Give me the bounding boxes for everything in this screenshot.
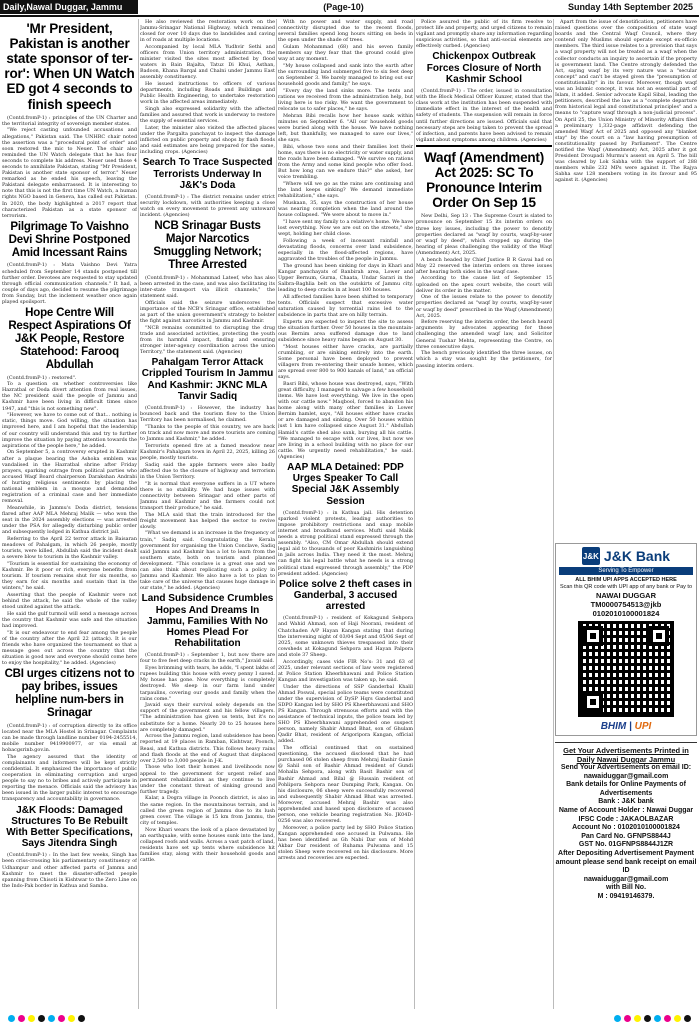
- advertisement-line: with Bill No.: [605, 884, 647, 892]
- article-body: [416, 213, 552, 368]
- paragraph: He issued instructions to officers of various departments, including Roads and Buildings and Public Health Engineering, to undertake restoration work in the affected areas immediately.: [140, 81, 275, 106]
- article-body: [278, 615, 413, 861]
- advertisement-line: Pan Card No. GFNPS8844J: [581, 832, 671, 840]
- paragraph: (Contd.fromP-1) : However, the industry has bounced back and the tourism flow to the Union Territory has been normalised, he claimed.: [140, 405, 275, 424]
- bhim-upi-logo: BHIM | UPI: [600, 721, 652, 732]
- paragraph: "It is our endeavour to end fear among the people of the country after the April 22 (attack). It is our friends who have organized the tournament so that a message goes out across the country that the situation is good now and everyone should come here to enjoy the hospitality," he added. (Agencies): [2, 629, 137, 667]
- registration-dots-right: [614, 1015, 691, 1022]
- column-divider: [138, 19, 139, 1009]
- paragraph: Mehran Bibi recalls how her house sank within minutes on September 6. "All our household goods were buried along with the house. We have nothing left, but thankfully, we managed to save our lives," she says.: [278, 112, 413, 144]
- paragraph: Referring to the April 22 terror attack in Baisaran meadows of Pahalgam, in which 26 people, mostly tourists, were killed, Abdullah said the incident dealt a severe blow to tourism in the Kashmir valley.: [2, 535, 137, 561]
- advertisement-line: Send Your Advertisements on email ID:: [560, 764, 692, 771]
- paragraph: "I have sent my family to a relative's home. We have lost everything. Now we are out on the streets," she wept, holding her child close.: [278, 218, 413, 237]
- paragraph: (Contd.fromP-1) : in Kathua jail. His detention sparked violent protests, leading authorities to impose prohibitory restrictions and snap mobile internet and broadband services. Mufti said Malik needs a strong political stand expressed through the assembly. "Also, CM Omar Abdullah should extend legal aid to thousands of poor Kashmiris languishing in jails across India. They need it the most. Mehraj can fight his legal battle what he needs is a strong political stand expressed through assembly," the PDP president added. (Agencies): [278, 509, 413, 577]
- registration-dot: [28, 1015, 35, 1022]
- paragraph: Terrorists opened fire at a famed meadow near Kashmir's Pahalgam town in April 22, 2025, killing 26 people, mostly tourists.: [140, 442, 275, 461]
- article-body: [140, 652, 275, 863]
- paragraph: Eyes brimming with tears, he adds, "I spent lakhs of rupees building this house with every penny I saved. My house has gone. Now everything is completely destroyed. We sleep in our farm land under tarpaulins, covering our goods and family when the rains come.": [140, 665, 275, 702]
- paragraph: "Most houses either have cracks, are partially crumbling, or are sinking entirely into the earth. Some personal have been deployed to prevent villagers from re-entering their unsafe homes, which are spread over 800 to 900 kanals of land," an official says.: [278, 343, 413, 381]
- headline-jk-floods: J&K Floods: Damaged Structures To Be Rebuilt With Better Specifications, Says Jitendra Singh: [6, 804, 133, 850]
- qr-finder-icon: [649, 626, 669, 646]
- paragraph: "Tourism is essential for sustaining the economy of Kashmir. Be it poor or rich, everyone benefits from tourism. If tourism remains shut for six months, so they earn for six months and sustain that in the winters," he said.: [2, 560, 137, 592]
- paragraph: Experts are expected to inspect the site to assess the situation further. Over 50 houses in the mountain-ous Bernim area suffered damage due to land subsidence since heavy rains began on August 30.: [278, 318, 413, 343]
- paragraph: Gulam Mohammad (68) and his seven family members say they fear that the ground could give way at any moment.: [278, 43, 413, 63]
- bhim-text: BHIM: [600, 721, 627, 732]
- registration-dot: [48, 1015, 55, 1022]
- article-body-continued: [555, 19, 697, 539]
- paragraph: Across the Jammu region, land subsidence has been reported at 19 places in Ramban, Kishtwar, Poonch, Reasi, and Kathua districts. This follows heavy rains and flash floods at the end of August that displaced over 2,500 to 3,000 people in J-K.: [140, 733, 275, 764]
- paragraph: (Contd.fromP-1) : The district remains under strict security lockdown, with authorities keeping a close watch on every movement to prevent any untoward incident. (Agencies): [140, 194, 275, 219]
- paragraph: (Contd.fromP-1) : of corruption directly to its office located near the MLA Hostel in Srinagar. Complaints can be made through landline number 0194-2455514, mobile number 9419900977, or via email at hobacgsrinb.gov.in.: [2, 722, 137, 754]
- upi-instruction-text: Scan this QR code with UPI app of any bank or Pay to: [559, 584, 693, 590]
- paragraph: Police assured the public of its firm resolve to protect life and property, and urged citizens to remain vigilant and promptly share any information regarding suspicious activities, so that anti-social elements are effectively curbed. (Agencies): [416, 19, 552, 50]
- paragraph: "It is normal that everyone suffers in a UT where there is no stability. We had huge issues with connectivity between Srinagar and other parts of Jammu and Kashmir and the farmers could not transport their produce," he said.: [140, 480, 275, 511]
- payee-name: NAWAI DUGGAR: [596, 591, 656, 600]
- paragraph: With no power and water supply, and road connectivity disrupted due to the recent floods, several families spend long hours sitting on beds in the open under the shade of trees.: [278, 19, 413, 44]
- registration-dot: [78, 1015, 85, 1022]
- article-body: [140, 405, 275, 591]
- article-body-continued: [416, 19, 552, 49]
- registration-dot: [624, 1015, 631, 1022]
- paragraph: "We reject casting unfounded accusations and allegations," Pakistan said. The UNHRC chair noted the assertion was a "procedural point of order" and soon restored the mic to Neuer. The chair also reminded the UN Watch delegate that he has four seconds to complete his address. Neuer used those 4 seconds to annihilate Pakistan, stating "Mr President, Pakistan is another state sponsor of terror." Neuer remarked as he ended his speech, leaving the Pakistani delegate embarrassed. It is interesting to note that this is not the first time UN Watch, a human rights NGO based in Geneva, has called out Pakistan. In 2020, the body highlighted a 2017 report that characterized Pakistan as a state sponsor of terrorism.: [2, 127, 137, 219]
- article-body: [2, 115, 137, 219]
- headline-vaishno-devi: Pilgrimage To Vaishno Devi Shrine Postponed Amid Incessant Rains: [8, 220, 131, 259]
- advertisement-line: GST No. 01GFNPS8844J1ZR: [578, 841, 674, 849]
- paragraph: Now Khari wears the look of a place devastated by an earthquake, with some houses sunk into the land, collapsed roofs and walls. Across a vast patch of land, residents have set up tents where subsidence hit families stay, along with their household goods and cattle.: [140, 826, 275, 863]
- paragraph: All affected families have been shifted to temporary tents. Officials suspect that excessive water saturation caused by torrential rains led to the subsidence in parts that are on hilly terrain.: [278, 293, 413, 318]
- paragraph: Asserting that the people of Kashmir were not behind the attack, he said the whole of the valley stood united against the attack.: [2, 591, 137, 611]
- paragraph: Javaid says their survival solely depends on the support of the government and his fellow villagers. "The administration has given us tents, but it's no substitute for a home. Nearly 20 to 25 houses here are completely damaged.": [140, 702, 275, 733]
- paragraph: Later, the minister also visited the affected places under the Pargalta panchayat to inspect the damage inflicted on public property and shops by flash floods and said estimates are being prepared for the same, including crops. (Agencies): [140, 124, 275, 156]
- column-3: [278, 19, 413, 1011]
- headline-ganderbal-theft: Police solve 2 theft cases in Ganderbal, 3 accused arrested: [279, 578, 412, 613]
- article-body: [140, 194, 275, 218]
- paragraph: The agency assured that the identity of complainants and informers will be kept strictly confidential. It emphasized the importance of public cooperation in eliminating corruption and urged people to say no to bribes and actively participate in reporting the menace. Officials said the advisory has been issued in the larger public interest to encourage transparency and accountability in governance.: [2, 753, 137, 803]
- headline-pakistan: 'Mr President, Pakistan is another state sponsor of ter-ror': When UN Watch ED got 4 seconds to finish speech: [4, 21, 135, 112]
- registration-dot: [674, 1015, 681, 1022]
- registration-dot: [644, 1015, 651, 1022]
- qr-finder-icon: [583, 626, 603, 646]
- paragraph: Meanwhile, in Jammu's Doda district, tensions flared after AAP MLA Mehraj Malik — who won the seat in the 2024 assembly elections — was arrested under the PSA for allegedly disturbing public order and subsequently lodged in Kathua district jail.: [2, 504, 137, 536]
- headline-aap-mla: AAP MLA Detained: PDP Urges Speaker To Call Special J&K Assembly Session: [287, 461, 404, 507]
- payee-vpa: TM0000754513@jkb: [590, 600, 662, 609]
- advertisement-line[interactable]: nawaiduggar@gmail.com: [583, 772, 669, 780]
- article-body: [278, 510, 413, 577]
- jk-bank-name: J&K Bank: [603, 548, 671, 564]
- article-body: [140, 275, 275, 355]
- headline-land-subsidence: Land Subsidence Crumbles Hopes And Dreams In Jammu, Families With No Homes Plead For Rehabilitation: [141, 593, 274, 650]
- article-body: [2, 723, 137, 803]
- paragraph: (Contd.fromP-1) : The order, issued in consultation with the Block Medical Officer Kunzer, stated that the class work at the institution has been suspended with immediate effect in the interest of the health and safety of students. The suspension will remain in force until further directions are issued. Officials said that necessary steps are being taken to prevent the spread of infection, and parents have been advised to remain vigilant about symptoms among children. (Agencies): [416, 88, 552, 143]
- paragraph: Sadiq said the apple farmers were also badly affected due to the closure of highway and terrorism in the Union Territory.: [140, 461, 275, 480]
- article-body: [416, 88, 552, 143]
- headline-doda-search: Search To Trace Suspected Terrorists Underway In J&K's Doda: [142, 157, 273, 191]
- advertisement-info-box: [555, 742, 697, 902]
- paragraph: Accordingly, cases vide FIR No's: 31 and 63 of 2025, under relevant sections of law were registered at Police Station Kheerbhawani and Police Station Kangan and investigation was taken up, he said.: [278, 658, 413, 683]
- jk-bank-logo: [559, 547, 693, 565]
- advertisement-heading: Get Your Advertisements Printed in Daily Nawai Duggar Jammu: [563, 746, 689, 764]
- paragraph: The MLA said that the train introduced for the freight movement has helped the sector to revive slowly.: [140, 511, 275, 530]
- article-body: [2, 262, 137, 305]
- paragraph: Basri Bibi, whose house was destroyed, says, "With great difficulty, I managed to salvage a few household items. We have lost everything. We live in the open with our cattle now." Maqbool, forced to abandon his home along with many other families in Lower Bernim hamlet, says, "All houses either have cracks or are damaged and sinking. Over 50 houses within just 1 km have collapsed since August 31." Abdullah Hamid's cattle shed also sank, burying all his cattle. "We managed to escape with our lives, but now we are living in a school building with no place for our cattle. We urgently need rehabilitation," he said. (Agencies): [278, 380, 413, 460]
- paragraph: Before reserving the interim order, the bench heard arguments by advocates appearing for those challenging the amended waqf law, and Solicitor General Tushar Mehta, representing the Centre, on three consecutive days.: [416, 319, 552, 350]
- column-5: [555, 19, 697, 1011]
- paragraph: Those who lost their homes and livelihoods now appeal to the government for urgent relief and permanent rehabilitation as they continue to live under the constant threat of sinking ground and further tragedy.: [140, 764, 275, 795]
- registration-dot: [18, 1015, 25, 1022]
- registration-dot: [8, 1015, 15, 1022]
- registration-dots-left: [8, 1015, 85, 1022]
- advertisement-line: IFSC Code : JAKAOLBAZAR: [578, 815, 674, 823]
- qr-finder-icon: [583, 692, 603, 712]
- headline-waqf: Waqf (Amendment) Act 2025: SC To Pronounce Interim Order On Sep 15: [416, 145, 552, 210]
- paragraph: The official continued that on sustained questioning, the accused disclosed that he had purchased 06 stolen sheep from Mehraj Bashir Ganie @ Sahil son of Bashir Ahmad resident of Gundi Mohalla Sehpora, along with Basit Bashir son of Bashir Ahmad and Bilal @ Hussain resident of Pohlipora Sehpora near Dumping Park, Kangan. On his disclosure, 06 sheep were successfully recovered and subsequently Shabir Ahmad Bhat was arrested. Moreover, accused Mehraj Bashir was also apprehended and based upon disclosure of accused person, one vehicle bearing registration No. JK04D-0256 was also recovered.: [278, 745, 413, 825]
- paragraph: (Contd.fromP-1) : September 1, but now there are four to five feet deep cracks in the earth," Javaid said.: [140, 652, 275, 665]
- paragraph: Under the directions of SSP Ganderbal Khalil Ahmad Poswal, special police teams were constituted under the supervision of DySP Hqrs Ganderbal and SDPO Kangan led by SHO PS Kheerbhawani and SHO PS Kangan. Through strenuous efforts and with the assistance of technical inputs, the police team led by SHO PS Kheerbhawani apprehended one suspect person, namely Shabir Ahmad Bhat, son of Ghulam Qadir Bhat, resident of Arigoripora Kangan, official added.: [278, 683, 413, 745]
- paragraph: According to the cause list of September 15 uploaded on the apex court website, the court will deliver its order in the matter.: [416, 275, 552, 294]
- registration-dot: [634, 1015, 641, 1022]
- jk-bank-advertisement: [555, 543, 697, 736]
- masthead-rule: [0, 15, 699, 17]
- paragraph: Muskaan, 35, says the construction of her house was nearing completion when the land around the house collapsed. "We were about to move in.": [278, 199, 413, 219]
- paragraph: To a question on whether controversies like Hazratbal or Doda divert attention from real issues, the NC president said the people of Jammu and Kashmir have been living in difficult times since 1947, and "this is not something new".: [2, 381, 137, 412]
- print-footer: [0, 1012, 699, 1024]
- paragraph: (Contd.fromP-1) : In the last few weeks, Singh has been criss-crossing his parliamentary constituency of Udhampur and other affected parts of Jammu and Kashmir to meet the disaster-affected people spanning from Chisoti in Kishtwar to the Zero Line on the Indo-Pak border in Kathua and Samba.: [2, 852, 137, 889]
- article-body: [2, 852, 137, 889]
- paragraph: He also reviewed the restoration work on the Jammu-Srinagar National Highway, which remained closed for over 10 days due to landslides and caving in of roads at multiple locations.: [140, 19, 275, 44]
- paragraph: "What we demand is an increase in the frequency of train," Sadiq said. Congratulating the Kerala government for organising the Union Conclave, Sadiq said Jammu and Kashmir has a lot to learn from the southern state, both on tourism and planned development. "This conclave is a great one and we can also think about replicating such a policy in Jammu and Kashmir. We also have a lot to plan to take care of the universe that causes huge damage in our state," he added. (Agencies): [140, 530, 275, 592]
- paragraph: "NCB remains committed to disrupting the drug trade and associated activities, protecting the youth from its harmful impact, finding and ensuring stronger inter-agency coordination across the union Territory," the statement said. (Agencies): [140, 324, 275, 356]
- paragraph: Following a week of incessant rainfall and devastating floods, concerns over land subsidence, especially in the flood-affected regions, have aggravated the troubles of the people in Jammu.: [278, 237, 413, 262]
- paragraph: "Thanks to the people of this country, we are back on track and now more and more tourists are coming to Jammu and Kashmir," he added.: [140, 423, 275, 443]
- registration-dot: [68, 1015, 75, 1022]
- column-2: [140, 19, 275, 1011]
- paragraph: "My house collapsed and sank into the earth after the surrounding land submerged five to six feet deep on September 3. We barely managed to bring out our household goods and family," he says.: [278, 62, 413, 88]
- paragraph: On September 5, a controversy erupted in Kashmir after a plaque bearing the Ashoka emblem was vandalised in the Hazratbal shrine after Friday prayers, sparking outrage from political parties who accused Waqf Board chairperson Darakshan Andrabi of hurting religious sentiments by placing the national emblem in a mosque and demanded registration of a criminal case and her immediate removal.: [2, 449, 137, 505]
- paragraph: Bibi, whose two sons and their families lost their home, says there is no electricity or water supply, and the roads have been damaged. "We survive on rations from the Army and some kind people who offer food. But how long can we endure this?" she asked, her voice trembling.: [278, 143, 413, 181]
- advertisement-line: Name of Account Holder : Nawai Duggar: [558, 806, 694, 814]
- column-4: [416, 19, 552, 1011]
- advertisement-line: M : 09419146379.: [597, 892, 655, 900]
- registration-dot: [614, 1015, 621, 1022]
- upi-accepted-text: ALL BHIM UPI APPS ACCEPTED HERE: [575, 577, 677, 583]
- column-divider: [414, 19, 415, 1009]
- paragraph: New Delhi, Sep 13 : The Supreme Court is slated to pronounce on September 15 its interim orders on three key issues, including the power to denotify properties declared as "waqf by courts, waqf-by-user or waqf by deed", which cropped up during the hearing of pleas challenging the validity of the Waqf (Amendment) Act, 2025.: [416, 213, 552, 256]
- headline-farooq-abdullah: Hope Centre Will Respect Aspirations Of J&K People, Restore Statehood: Farooq Abdullah: [8, 307, 131, 371]
- advertisement-details: [555, 764, 697, 902]
- masthead-left: Daily,Nawal Duggar, Jammu: [0, 0, 138, 14]
- column-divider: [276, 19, 277, 1009]
- article-body-continued: [278, 19, 413, 460]
- headline-pahalgam-tourism: Pahalgam Terror Attack Crippled Tourism In Jammu And Kashmir: JKNC MLA Tanvir Sadiq: [141, 357, 274, 402]
- paragraph: (Contd.fromP-1) : restored".: [7, 374, 77, 381]
- qr-code-icon[interactable]: [578, 621, 674, 717]
- paragraph: "Every day the land sinks more. The tents and rations we received from the administration help, but living here is too risky. We want the government to relocate us to safer places," he says.: [278, 87, 413, 113]
- advertisement-line: Account No : 0102010100001824: [572, 824, 680, 832]
- paragraph: One of the issues relate to the power to denotify properties declared as "waqf by courts, waqf-by-user or waqf by deed" prescribed in the Waqf (Amendment) Act, 2025.: [416, 294, 552, 319]
- paragraph: The bench previously identified the three issues, on which a stay was sought by the petitioners, for passing interim orders.: [416, 350, 552, 369]
- upi-text: UPI: [634, 721, 652, 732]
- headline-ncb-srinagar: NCB Srinagar Busts Major Narcotics Smuggling Network; Three Arrested: [153, 220, 262, 271]
- column-1: [2, 19, 137, 1011]
- paragraph: A bench headed by Chief Justice B R Gavai had on May 22 reserved the interim orders on three issues after hearing both sides in the waqf case.: [416, 256, 552, 275]
- article-body-continued: [140, 19, 275, 155]
- paragraph: (Contd.fromP-1) : principles of the UN Charter and the territorial integrity of sovereign member states.: [2, 114, 137, 127]
- paragraph: (Contd.fromP-1) : Mata Vaishno Devi Yatra scheduled from September 14 stands postponed till further order. Devotees are requested to stay updated through official communication channels." It had, a couple of days ago, decided to resume the pilgrimage from Sunday, but the inclement weather once again played spoilsport.: [2, 262, 137, 306]
- payee-account: 0102010100001824: [592, 609, 660, 618]
- jk-bank-tagline: Serving To Empower: [559, 567, 693, 575]
- paragraph: Officials said the seizure underscores the importance of the NCB's Srinagar office, established as part of the union government's strategy to bolster the fight against narcotics in Jammu and Kashmir.: [140, 299, 275, 325]
- article-body: [2, 375, 137, 667]
- paragraph: (Contd.fromP-1) : resident of Kokagund Sehpora and Wahid Ahmad, son of Haji Noorani, resident of Chatchaden A/P Hayan Kangan stating that during the intervening night of 03/04 Sept and 05/06 Sept of 2025, some unknown thieves trespassed into their cowsheds at Kokagund Sehpora and Hayan Palpora and stole 37 Sheep.: [278, 615, 413, 658]
- paragraph: Singh also expressed solidarity with the affected families and assured that work is underway to restore the supply of essential services.: [140, 106, 275, 125]
- registration-dot: [58, 1015, 65, 1022]
- advertisement-line[interactable]: nawaiduggar@gmail.com: [583, 875, 669, 883]
- column-divider: [553, 19, 554, 1009]
- registration-dot: [664, 1015, 671, 1022]
- registration-dot: [654, 1015, 661, 1022]
- paragraph: "However, we have to come out of that... nothing is static, things move. God willing, the situation has improved here, and I am hopeful that the leadership of our country will understand this and try to further improve the situation by paying attention towards the aspirations of the people here," he added.: [2, 412, 137, 449]
- registration-dot: [684, 1015, 691, 1022]
- paragraph: The ground has been sinking for days in Khari and Kangar panchayats of Banbirah area, Lower and Upper Bernum, Gurna, Chaata, Undar Sarari in the Salbra-Baghlia belt on the outskirts of Jammu city, leading to deep cracks in at least 100 houses.: [278, 262, 413, 293]
- headline-chickenpox: Chickenpox Outbreak Forces Closure of North Kashmir School: [426, 51, 542, 85]
- registration-dot: [38, 1015, 45, 1022]
- jk-bank-logo-mark: J&K: [582, 547, 600, 565]
- masthead: [0, 0, 699, 14]
- paragraph: "Where will we go as the rains are continuing and the land keeps sinking? We demand immediate rehabilitation," she says.: [278, 181, 413, 200]
- paragraph: Kalar, a Dogra village in Poonch district, is also in the same region. In the mountainous terrain, and is called the green region of Jammu due to its lush green cover. The village is 15 km from Jammu, the city of temples.: [140, 795, 275, 826]
- paragraph: Accompanied by local MLA Yudhvir Sethi and officers from Union territory administration, the minister visited the sites most affected by flood waters in Bain Bajalta, Tatuz Di Khui, Asthan, Badoon, Khana Barqal and Chalni under Jammu East assembly constituency.: [140, 43, 275, 81]
- paragraph: Apart from the issue of denotification, petitioners have raised questions over the composition of state waqf boards and the Central Waqf Council, where they contend only Muslims should operate except ex-officio members. The third issue relates to a provision that says a waqf property will not be treated as a waqf when the collector conducts an inquiry to ascertain if the property is government land. The Centre strongly defended the Act, saying waqf by its very nature was a "secular concept" and can't be stayed given the "presumption of constitutionality" in its favour. Moreover, though waqf was an Islamic concept, it was not an essential part of Islam, it added. Senior advocate Kapil Sibal, leading the petitioners, described the law as a "complete departure from historical legal and constitutional principles" and a means to "capture waqf through a non-judicial process". On April 25, the Union Ministry of Minority Affairs filed a preliminary 1,332-page affidavit defending the amended Waqf Act of 2025 and opposed any "blanket stay" by the court on a "law having presumption of constitutionality passed by Parliament". The Centre notified the Waqf (Amendment) Act, 2025 after it got President Droupadi Murmu's assent on April 5. The bill was cleared by Lok Sabha with the support of 288 members while 232 MPs were against it. The Rajya Sabha saw 128 members voting in its favour and 95 against it. (Agencies): [555, 19, 697, 184]
- paragraph: (Contd.fromP-1) : Mohammad Lateef, who has also been arrested in the case, and was also facilitating its inter-state transport via illicit channels," the statement said.: [140, 274, 275, 300]
- advertisement-line: Bank : J&K bank: [598, 798, 654, 806]
- advertisement-line: Bank details for Online Payments of Advertisements: [566, 781, 686, 797]
- masthead-date: Sunday 14th September 2025: [567, 2, 693, 12]
- advertisement-line: After Depositing Advertisement Payment amount please send bank receipt on email ID: [555, 849, 697, 875]
- page-number: (Page-10): [323, 2, 364, 12]
- paragraph: Moreover, a police party led by SHO Police Station Kangan apprehended one accused in Pulwama. He has been identified as Gh Nabi Dar son of Mohd Akbar Dar resident of Ruhama Pulwama and 15 stolen Sheep were recovered on his disclosure. More arrests and recoveries are expected.: [278, 824, 413, 862]
- headline-cbi: CBI urges citizens not to pay bribes, issues helpline num-bers in Srinagar: [4, 668, 135, 719]
- paragraph: He said the gulf turmoil will send a message across the country that Kashmir was safe and the situation had improved.: [2, 610, 137, 629]
